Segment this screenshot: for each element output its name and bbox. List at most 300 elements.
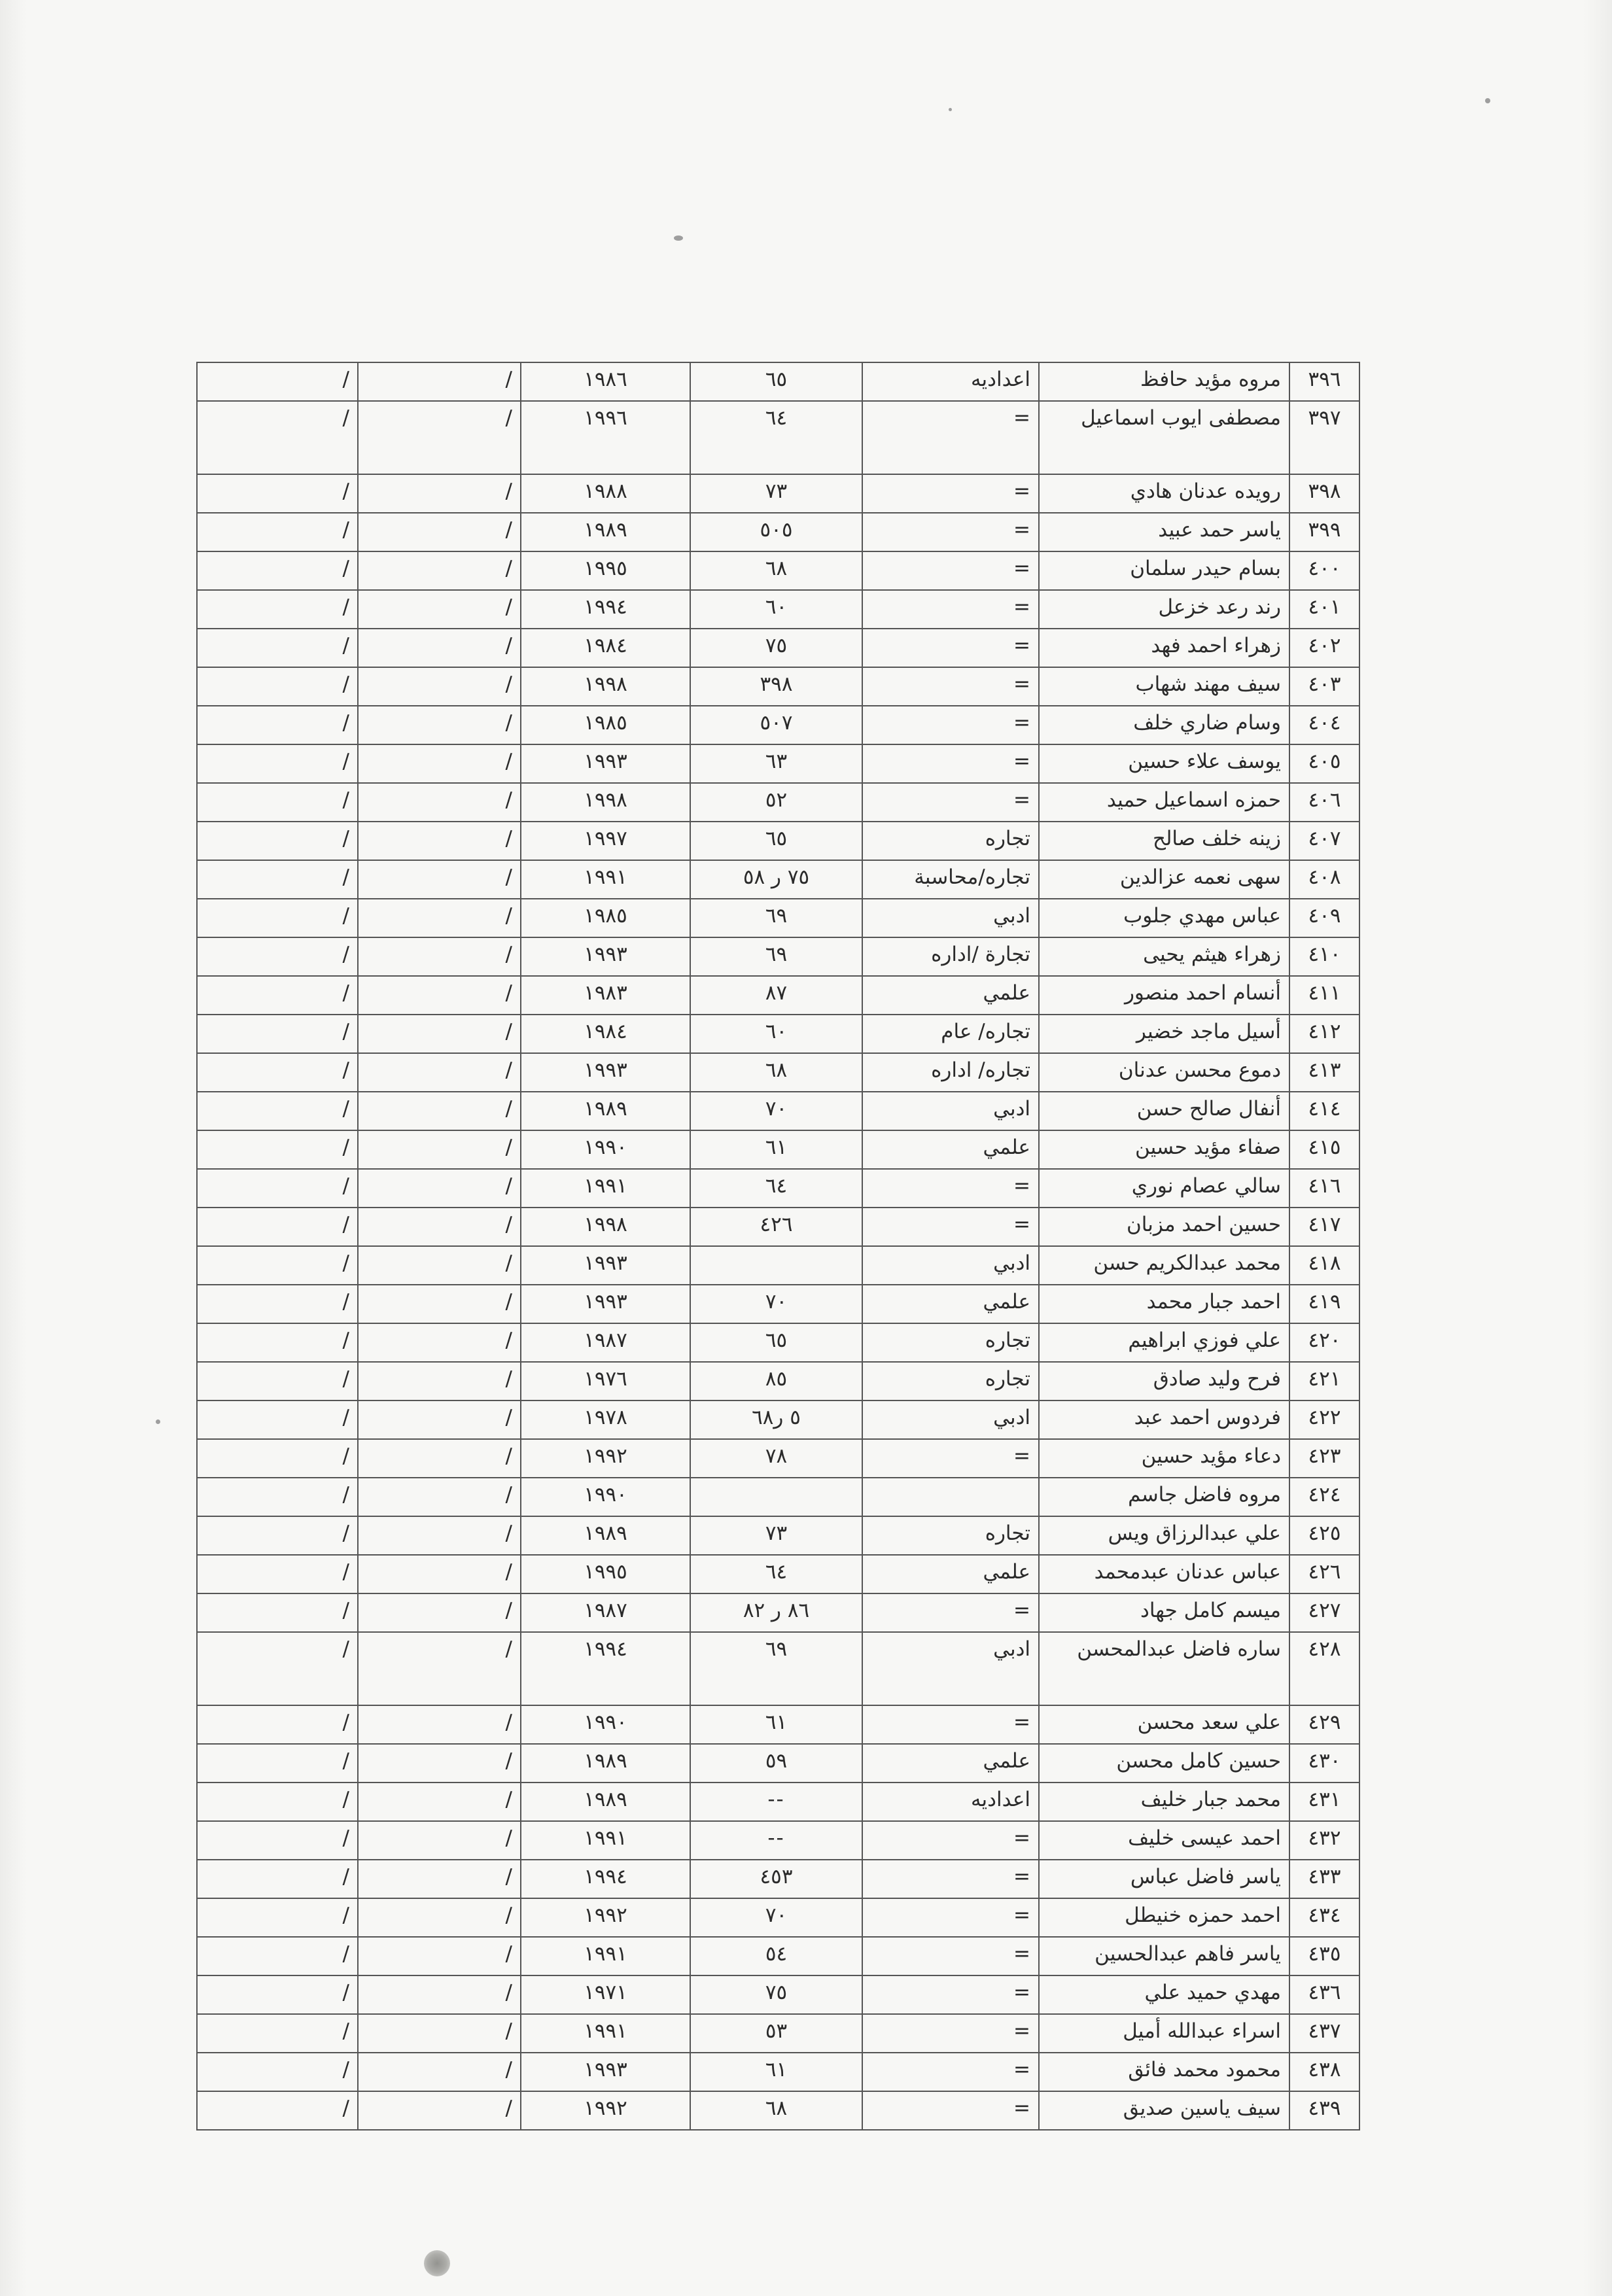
study-type-cell: اعداديه	[862, 1783, 1039, 1821]
name-cell: دموع محسن عدنان	[1039, 1053, 1289, 1092]
year-cell: ١٩٩٠	[521, 1478, 690, 1516]
serial-number-cell: ٤٢٨	[1289, 1632, 1359, 1705]
study-type-cell: تجاره	[862, 1323, 1039, 1362]
mark-cell-1: /	[358, 1053, 521, 1092]
name-cell: زهراء هيثم يحيى	[1039, 937, 1289, 976]
table-row	[197, 1937, 1359, 1975]
year-cell: ١٩٨٧	[521, 1593, 690, 1632]
grade-cell: ٨٥	[690, 1362, 862, 1400]
scan-speck	[156, 1419, 160, 1424]
serial-number-cell: ٤٠٨	[1289, 860, 1359, 899]
grade-cell	[690, 1478, 862, 1516]
name-cell: فرح وليد صادق	[1039, 1362, 1289, 1400]
study-type-cell: علمي	[862, 1555, 1039, 1593]
year-cell: ١٩٩٢	[521, 1898, 690, 1937]
mark-cell-2: /	[197, 1860, 358, 1898]
name-cell: سيف ياسين صديق	[1039, 2091, 1289, 2130]
grade-cell: ٥٣	[690, 2014, 862, 2053]
mark-cell-1: /	[358, 706, 521, 744]
table-row	[197, 1246, 1359, 1285]
mark-cell-2: /	[197, 1362, 358, 1400]
serial-number-cell: ٤٣٩	[1289, 2091, 1359, 2130]
name-cell: مصطفى ايوب اسماعيل	[1039, 401, 1289, 474]
student-register-table	[196, 362, 1360, 2131]
mark-cell-2: /	[197, 1246, 358, 1285]
table-row	[197, 474, 1359, 513]
name-cell: محمود محمد فائق	[1039, 2053, 1289, 2091]
mark-cell-1: /	[358, 513, 521, 551]
mark-cell-1: /	[358, 590, 521, 629]
grade-cell: ٧٥ ر ٥٨	[690, 860, 862, 899]
mark-cell-2: /	[197, 551, 358, 590]
grade-cell: ٧٣	[690, 474, 862, 513]
year-cell: ١٩٩٥	[521, 1555, 690, 1593]
year-cell: ١٩٩٣	[521, 2053, 690, 2091]
study-type-cell: ادبي	[862, 1092, 1039, 1130]
study-type-cell: علمي	[862, 1285, 1039, 1323]
table-row	[197, 1208, 1359, 1246]
mark-cell-2: /	[197, 1169, 358, 1208]
name-cell: اسراء عبدالله أميل	[1039, 2014, 1289, 2053]
mark-cell-1: /	[358, 1323, 521, 1362]
grade-cell: ٥ ر٦٨	[690, 1400, 862, 1439]
mark-cell-2: /	[197, 1898, 358, 1937]
study-type-cell: =	[862, 1439, 1039, 1478]
grade-cell: --	[690, 1783, 862, 1821]
mark-cell-1: /	[358, 976, 521, 1015]
mark-cell-1: /	[358, 1632, 521, 1705]
mark-cell-2: /	[197, 2014, 358, 2053]
year-cell: ١٩٩٨	[521, 783, 690, 822]
mark-cell-1: /	[358, 1516, 521, 1555]
serial-number-cell: ٤٢٥	[1289, 1516, 1359, 1555]
mark-cell-2: /	[197, 1400, 358, 1439]
table-row	[197, 513, 1359, 551]
name-cell: أنفال صالح حسن	[1039, 1092, 1289, 1130]
serial-number-cell: ٤١٠	[1289, 937, 1359, 976]
study-type-cell: علمي	[862, 976, 1039, 1015]
serial-number-cell: ٤٠١	[1289, 590, 1359, 629]
serial-number-cell: ٤٢٦	[1289, 1555, 1359, 1593]
study-type-cell: تجاره	[862, 1516, 1039, 1555]
mark-cell-1: /	[358, 860, 521, 899]
serial-number-cell: ٤٣٣	[1289, 1860, 1359, 1898]
study-type-cell: ادبي	[862, 1400, 1039, 1439]
grade-cell: ٧٠	[690, 1898, 862, 1937]
name-cell: وسام ضاري خلف	[1039, 706, 1289, 744]
table-row	[197, 1898, 1359, 1937]
study-type-cell: =	[862, 551, 1039, 590]
year-cell: ١٩٩٨	[521, 667, 690, 706]
mark-cell-1: /	[358, 1744, 521, 1783]
study-type-cell: اعداديه	[862, 362, 1039, 401]
table-row	[197, 1053, 1359, 1092]
study-type-cell: ادبي	[862, 1632, 1039, 1705]
name-cell: ساره فاضل عبدالمحسن	[1039, 1632, 1289, 1705]
mark-cell-2: /	[197, 2053, 358, 2091]
year-cell: ١٩٧١	[521, 1975, 690, 2014]
serial-number-cell: ٤٢١	[1289, 1362, 1359, 1400]
mark-cell-2: /	[197, 513, 358, 551]
serial-number-cell: ٤١٧	[1289, 1208, 1359, 1246]
table-row	[197, 2053, 1359, 2091]
name-cell: رويده عدنان هادي	[1039, 474, 1289, 513]
year-cell: ١٩٩٣	[521, 1053, 690, 1092]
table-row	[197, 1821, 1359, 1860]
mark-cell-1: /	[358, 1130, 521, 1169]
grade-cell: ٤٢٦	[690, 1208, 862, 1246]
serial-number-cell: ٤٢٩	[1289, 1705, 1359, 1744]
table-row	[197, 667, 1359, 706]
mark-cell-1: /	[358, 2053, 521, 2091]
mark-cell-1: /	[358, 629, 521, 667]
mark-cell-2: /	[197, 2091, 358, 2130]
grade-cell: ٦٤	[690, 1555, 862, 1593]
year-cell: ١٩٩١	[521, 1169, 690, 1208]
serial-number-cell: ٤١١	[1289, 976, 1359, 1015]
study-type-cell: =	[862, 667, 1039, 706]
serial-number-cell: ٤٠٥	[1289, 744, 1359, 783]
grade-cell: ٦١	[690, 2053, 862, 2091]
table-row	[197, 551, 1359, 590]
serial-number-cell: ٤٠٦	[1289, 783, 1359, 822]
mark-cell-1: /	[358, 1975, 521, 2014]
name-cell: زينه خلف صالح	[1039, 822, 1289, 860]
table-row	[197, 1092, 1359, 1130]
study-type-cell: تجاره	[862, 822, 1039, 860]
year-cell: ١٩٩٦	[521, 401, 690, 474]
serial-number-cell: ٤٣٨	[1289, 2053, 1359, 2091]
table-row	[197, 744, 1359, 783]
mark-cell-2: /	[197, 1937, 358, 1975]
table-row	[197, 1555, 1359, 1593]
year-cell: ١٩٩٥	[521, 551, 690, 590]
grade-cell: ٦٩	[690, 1632, 862, 1705]
serial-number-cell: ٤٠٧	[1289, 822, 1359, 860]
year-cell: ١٩٧٨	[521, 1400, 690, 1439]
name-cell: ياسر حمد عبيد	[1039, 513, 1289, 551]
mark-cell-1: /	[358, 783, 521, 822]
table-row	[197, 706, 1359, 744]
year-cell: ١٩٨٩	[521, 1516, 690, 1555]
year-cell: ١٩٩٢	[521, 2091, 690, 2130]
grade-cell	[690, 1246, 862, 1285]
name-cell: محمد عبدالكريم حسن	[1039, 1246, 1289, 1285]
table-row	[197, 1975, 1359, 2014]
study-type-cell: =	[862, 629, 1039, 667]
serial-number-cell: ٤٠٣	[1289, 667, 1359, 706]
mark-cell-1: /	[358, 1705, 521, 1744]
year-cell: ١٩٩٤	[521, 1860, 690, 1898]
mark-cell-2: /	[197, 362, 358, 401]
year-cell: ١٩٨٩	[521, 1783, 690, 1821]
mark-cell-1: /	[358, 474, 521, 513]
grade-cell: ٦٥	[690, 362, 862, 401]
serial-number-cell: ٤١٦	[1289, 1169, 1359, 1208]
serial-number-cell: ٣٩٦	[1289, 362, 1359, 401]
grade-cell: ٦٨	[690, 551, 862, 590]
year-cell: ١٩٨٩	[521, 1092, 690, 1130]
mark-cell-1: /	[358, 1169, 521, 1208]
mark-cell-1: /	[358, 362, 521, 401]
mark-cell-2: /	[197, 937, 358, 976]
mark-cell-2: /	[197, 1744, 358, 1783]
mark-cell-2: /	[197, 667, 358, 706]
table-row	[197, 1169, 1359, 1208]
name-cell: سيف مهند شهاب	[1039, 667, 1289, 706]
grade-cell: ٥٩	[690, 1744, 862, 1783]
serial-number-cell: ٤٢٧	[1289, 1593, 1359, 1632]
table-row	[197, 1705, 1359, 1744]
serial-number-cell: ٤٣٤	[1289, 1898, 1359, 1937]
study-type-cell: =	[862, 590, 1039, 629]
year-cell: ١٩٨٩	[521, 513, 690, 551]
mark-cell-2: /	[197, 1478, 358, 1516]
mark-cell-2: /	[197, 1516, 358, 1555]
grade-cell: ٧٥	[690, 1975, 862, 2014]
mark-cell-2: /	[197, 1015, 358, 1053]
mark-cell-2: /	[197, 1323, 358, 1362]
study-type-cell: تجارة /اداره	[862, 937, 1039, 976]
name-cell: احمد حمزه خنيطل	[1039, 1898, 1289, 1937]
serial-number-cell: ٤١٩	[1289, 1285, 1359, 1323]
table-row	[197, 1362, 1359, 1400]
mark-cell-2: /	[197, 590, 358, 629]
table-row	[197, 1593, 1359, 1632]
grade-cell: ٦٩	[690, 899, 862, 937]
grade-cell: ٧٠	[690, 1285, 862, 1323]
year-cell: ١٩٨٤	[521, 1015, 690, 1053]
table-row	[197, 629, 1359, 667]
grade-cell: ٨٦ ر ٨٢	[690, 1593, 862, 1632]
study-type-cell: ادبي	[862, 1246, 1039, 1285]
mark-cell-2: /	[197, 1783, 358, 1821]
table-row	[197, 1130, 1359, 1169]
name-cell: مهدي حميد علي	[1039, 1975, 1289, 2014]
study-type-cell: =	[862, 1593, 1039, 1632]
mark-cell-2: /	[197, 1632, 358, 1705]
grade-cell: ٦١	[690, 1705, 862, 1744]
year-cell: ١٩٩٠	[521, 1705, 690, 1744]
year-cell: ١٩٩٤	[521, 1632, 690, 1705]
study-type-cell: علمي	[862, 1744, 1039, 1783]
serial-number-cell: ٤٠٠	[1289, 551, 1359, 590]
year-cell: ١٩٨٦	[521, 362, 690, 401]
mark-cell-2: /	[197, 706, 358, 744]
study-type-cell: =	[862, 783, 1039, 822]
name-cell: فردوس احمد عبد	[1039, 1400, 1289, 1439]
punch-hole	[424, 2250, 450, 2276]
mark-cell-1: /	[358, 744, 521, 783]
name-cell: حسين احمد مزبان	[1039, 1208, 1289, 1246]
study-type-cell: تجاره/محاسبة	[862, 860, 1039, 899]
serial-number-cell: ٤٢٠	[1289, 1323, 1359, 1362]
name-cell: علي سعد محسن	[1039, 1705, 1289, 1744]
mark-cell-1: /	[358, 937, 521, 976]
grade-cell: ٥٢	[690, 783, 862, 822]
name-cell: بسام حيدر سلمان	[1039, 551, 1289, 590]
serial-number-cell: ٣٩٨	[1289, 474, 1359, 513]
mark-cell-2: /	[197, 1092, 358, 1130]
study-type-cell: تجاره/ عام	[862, 1015, 1039, 1053]
year-cell: ١٩٨٩	[521, 1744, 690, 1783]
year-cell: ١٩٩٢	[521, 1439, 690, 1478]
mark-cell-2: /	[197, 1285, 358, 1323]
study-type-cell: ادبي	[862, 899, 1039, 937]
table-row	[197, 401, 1359, 474]
serial-number-cell: ٣٩٧	[1289, 401, 1359, 474]
year-cell: ١٩٨٧	[521, 1323, 690, 1362]
mark-cell-1: /	[358, 1821, 521, 1860]
table-row	[197, 1323, 1359, 1362]
table-row	[197, 1439, 1359, 1478]
mark-cell-2: /	[197, 899, 358, 937]
mark-cell-1: /	[358, 1860, 521, 1898]
study-type-cell: تجاره/ اداره	[862, 1053, 1039, 1092]
name-cell: رند رعد خزعل	[1039, 590, 1289, 629]
table-row	[197, 822, 1359, 860]
name-cell: سالي عصام نوري	[1039, 1169, 1289, 1208]
study-type-cell: =	[862, 1169, 1039, 1208]
year-cell: ١٩٩١	[521, 1937, 690, 1975]
name-cell: يوسف علاء حسين	[1039, 744, 1289, 783]
year-cell: ١٩٩٠	[521, 1130, 690, 1169]
mark-cell-1: /	[358, 899, 521, 937]
grade-cell: ٣٩٨	[690, 667, 862, 706]
name-cell: علي فوزي ابراهيم	[1039, 1323, 1289, 1362]
name-cell: زهراء احمد فهد	[1039, 629, 1289, 667]
mark-cell-1: /	[358, 1208, 521, 1246]
serial-number-cell: ٤٣٠	[1289, 1744, 1359, 1783]
year-cell: ١٩٩١	[521, 860, 690, 899]
table-row	[197, 1632, 1359, 1705]
serial-number-cell: ٤١٥	[1289, 1130, 1359, 1169]
mark-cell-1: /	[358, 1478, 521, 1516]
mark-cell-2: /	[197, 1439, 358, 1478]
serial-number-cell: ٤٢٢	[1289, 1400, 1359, 1439]
year-cell: ١٩٨٨	[521, 474, 690, 513]
name-cell: مروه فاضل جاسم	[1039, 1478, 1289, 1516]
grade-cell: ٦٨	[690, 1053, 862, 1092]
serial-number-cell: ٤٣٢	[1289, 1821, 1359, 1860]
mark-cell-2: /	[197, 1555, 358, 1593]
mark-cell-1: /	[358, 822, 521, 860]
table-row	[197, 2091, 1359, 2130]
serial-number-cell: ٤٠٢	[1289, 629, 1359, 667]
name-cell: حسين كامل محسن	[1039, 1744, 1289, 1783]
grade-cell: ٧٣	[690, 1516, 862, 1555]
study-type-cell: =	[862, 1208, 1039, 1246]
mark-cell-2: /	[197, 822, 358, 860]
year-cell: ١٩٩٣	[521, 937, 690, 976]
table-row	[197, 1400, 1359, 1439]
serial-number-cell: ٤٣٥	[1289, 1937, 1359, 1975]
mark-cell-2: /	[197, 744, 358, 783]
scan-speck	[1485, 98, 1490, 103]
grade-cell: ٦٣	[690, 744, 862, 783]
study-type-cell: =	[862, 1975, 1039, 2014]
name-cell: احمد عيسى خليف	[1039, 1821, 1289, 1860]
name-cell: عباس مهدي جلوب	[1039, 899, 1289, 937]
study-type-cell: =	[862, 2091, 1039, 2130]
grade-cell: ٦٤	[690, 401, 862, 474]
table-row	[197, 1744, 1359, 1783]
grade-cell: ٦٠	[690, 590, 862, 629]
register-body	[197, 362, 1359, 2130]
grade-cell: ٦٤	[690, 1169, 862, 1208]
mark-cell-2: /	[197, 976, 358, 1015]
mark-cell-1: /	[358, 1015, 521, 1053]
mark-cell-2: /	[197, 401, 358, 474]
table-row	[197, 937, 1359, 976]
serial-number-cell: ٣٩٩	[1289, 513, 1359, 551]
serial-number-cell: ٤٢٤	[1289, 1478, 1359, 1516]
study-type-cell: =	[862, 1705, 1039, 1744]
mark-cell-2: /	[197, 783, 358, 822]
year-cell: ١٩٩٣	[521, 1246, 690, 1285]
mark-cell-1: /	[358, 1898, 521, 1937]
grade-cell: ٦٩	[690, 937, 862, 976]
name-cell: مروه مؤيد حافظ	[1039, 362, 1289, 401]
study-type-cell: =	[862, 513, 1039, 551]
name-cell: ياسر فاهم عبدالحسين	[1039, 1937, 1289, 1975]
study-type-cell: =	[862, 1898, 1039, 1937]
serial-number-cell: ٤١٢	[1289, 1015, 1359, 1053]
name-cell: صفاء مؤيد حسين	[1039, 1130, 1289, 1169]
name-cell: ميسم كامل جهاد	[1039, 1593, 1289, 1632]
mark-cell-1: /	[358, 1246, 521, 1285]
mark-cell-2: /	[197, 1208, 358, 1246]
table-row	[197, 860, 1359, 899]
year-cell: ١٩٩١	[521, 2014, 690, 2053]
table-row	[197, 899, 1359, 937]
mark-cell-1: /	[358, 1555, 521, 1593]
grade-cell: ٦١	[690, 1130, 862, 1169]
grade-cell: ٧٥	[690, 629, 862, 667]
serial-number-cell: ٤١٣	[1289, 1053, 1359, 1092]
year-cell: ١٩٩١	[521, 1821, 690, 1860]
mark-cell-1: /	[358, 1285, 521, 1323]
year-cell: ١٩٩٣	[521, 744, 690, 783]
table-row	[197, 1478, 1359, 1516]
mark-cell-1: /	[358, 667, 521, 706]
grade-cell: ٥٠٧	[690, 706, 862, 744]
mark-cell-1: /	[358, 2091, 521, 2130]
year-cell: ١٩٨٥	[521, 899, 690, 937]
grade-cell: ٤٥٣	[690, 1860, 862, 1898]
study-type-cell: =	[862, 2014, 1039, 2053]
mark-cell-1: /	[358, 1937, 521, 1975]
mark-cell-1: /	[358, 1092, 521, 1130]
year-cell: ١٩٨٣	[521, 976, 690, 1015]
mark-cell-1: /	[358, 1400, 521, 1439]
serial-number-cell: ٤١٨	[1289, 1246, 1359, 1285]
serial-number-cell: ٤٣٧	[1289, 2014, 1359, 2053]
year-cell: ١٩٨٤	[521, 629, 690, 667]
serial-number-cell: ٤١٤	[1289, 1092, 1359, 1130]
mark-cell-2: /	[197, 1705, 358, 1744]
year-cell: ١٩٨٥	[521, 706, 690, 744]
name-cell: عباس عدنان عبدمحمد	[1039, 1555, 1289, 1593]
mark-cell-1: /	[358, 401, 521, 474]
table-row	[197, 362, 1359, 401]
name-cell: أنسام احمد منصور	[1039, 976, 1289, 1015]
study-type-cell: تجاره	[862, 1362, 1039, 1400]
year-cell: ١٩٩٤	[521, 590, 690, 629]
mark-cell-2: /	[197, 1130, 358, 1169]
serial-number-cell: ٤٣٦	[1289, 1975, 1359, 2014]
mark-cell-1: /	[358, 1593, 521, 1632]
